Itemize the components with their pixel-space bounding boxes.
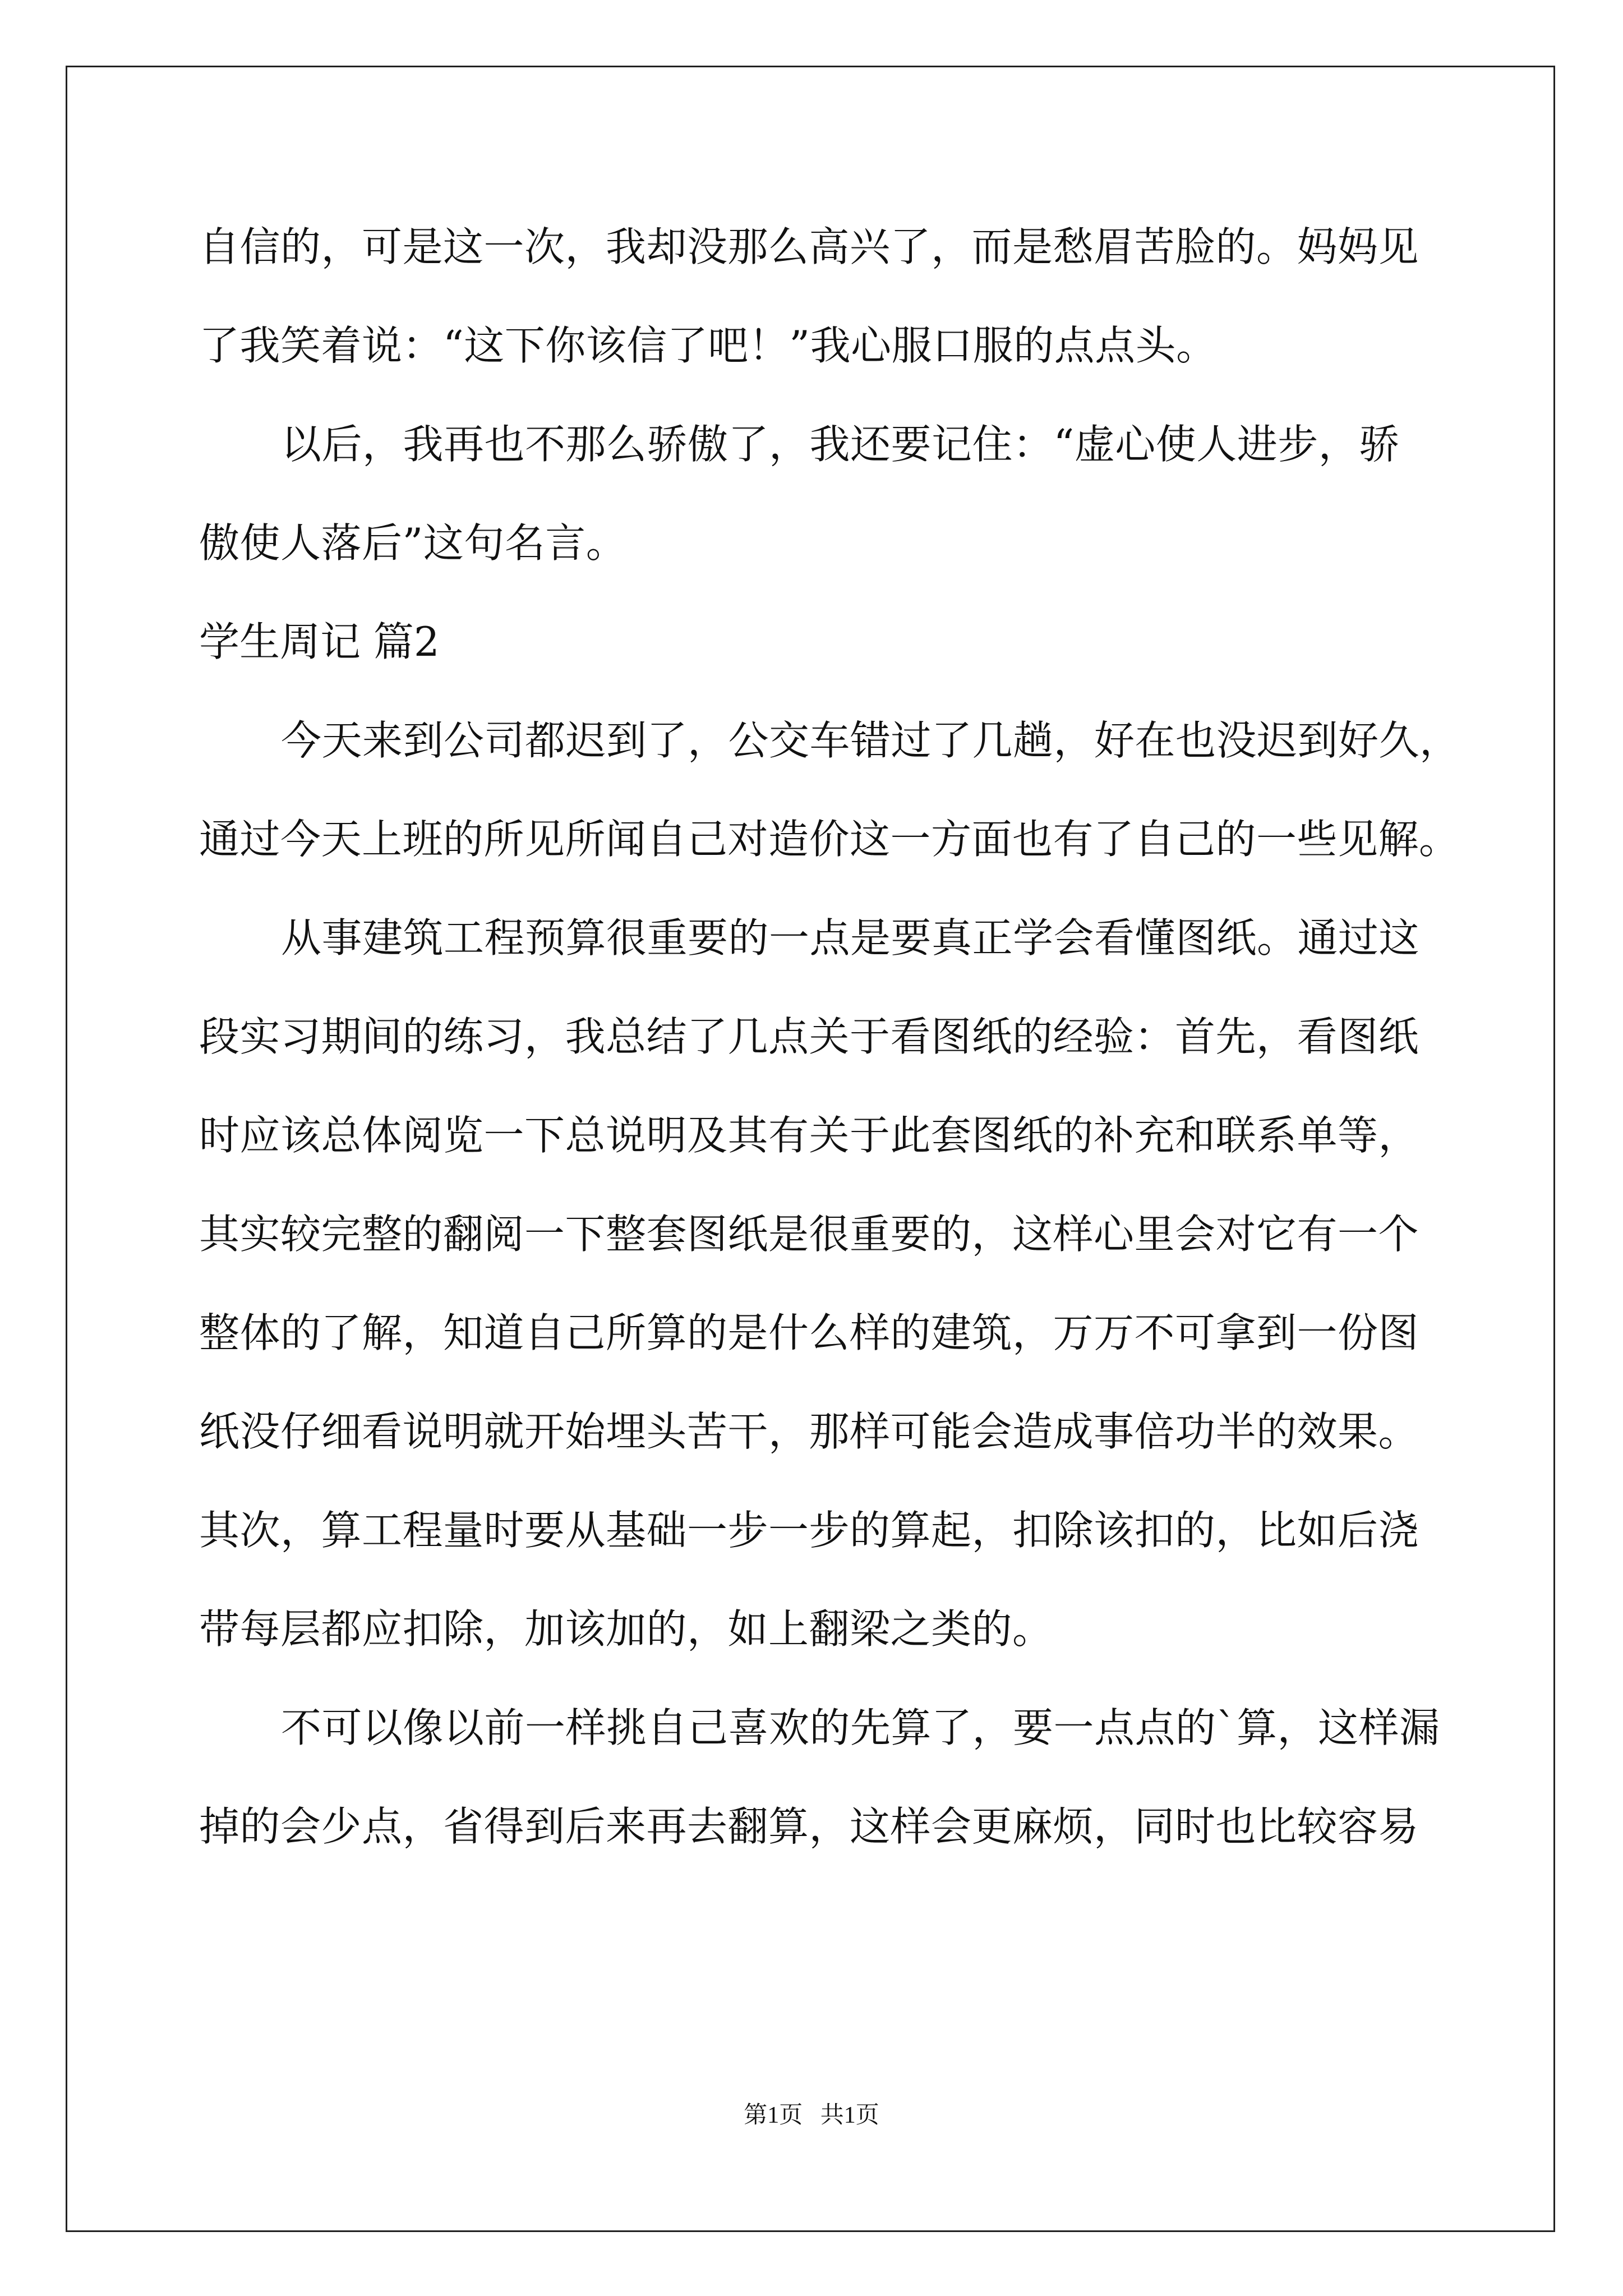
paragraph-line: 今天来到公司都迟到了，公交车错过了几趟，好在也没迟到好久， xyxy=(281,717,1460,764)
page-number-footer: 第1页 共1页 xyxy=(744,2102,879,2128)
paragraph-line: 带每层都应扣除，加该加的，如上翻梁之类的。 xyxy=(199,1605,1053,1653)
paragraph-line: 自信的，可是这一次，我却没那么高兴了，而是愁眉苦脸的。妈妈见 xyxy=(199,223,1419,270)
paragraph-line: 傲使人落后”这句名言。 xyxy=(199,519,627,567)
paragraph-line: 其实较完整的翻阅一下整套图纸是很重要的，这样心里会对它有一个 xyxy=(199,1211,1419,1258)
paragraph-line: 从事建筑工程预算很重要的一点是要真正学会看懂图纸。通过这 xyxy=(281,914,1420,961)
paragraph-line: 时应该总体阅览一下总说明及其有关于此套图纸的补充和联系单等， xyxy=(199,1112,1419,1159)
paragraph-line: 纸没仔细看说明就开始埋头苦干，那样可能会造成事倍功半的效果。 xyxy=(199,1408,1419,1455)
document-body xyxy=(199,197,1460,1876)
paragraph-line: 不可以像以前一样挑自己喜欢的先算了，要一点点的`算，这样漏 xyxy=(281,1704,1440,1751)
paragraph-line: 以后，我再也不那么骄傲了，我还要记住：“虚心使人进步，骄 xyxy=(281,421,1400,468)
section-heading: 学生周记 篇2 xyxy=(199,618,440,665)
paragraph-line: 了我笑着说：“这下你该信了吧！”我心服口服的点点头。 xyxy=(199,322,1217,369)
paragraph-line: 通过今天上班的所见所闻自己对造价这一方面也有了自己的一些见解。 xyxy=(199,816,1460,863)
paragraph-line: 掉的会少点，省得到后来再去翻算，这样会更麻烦，同时也比较容易 xyxy=(199,1803,1419,1850)
paragraph-line: 其次，算工程量时要从基础一步一步的算起，扣除该扣的，比如后浇 xyxy=(199,1507,1419,1554)
paragraph-line: 段实习期间的练习，我总结了几点关于看图纸的经验：首先，看图纸 xyxy=(199,1013,1419,1060)
paragraph-line: 整体的了解，知道自己所算的是什么样的建筑，万万不可拿到一份图 xyxy=(199,1309,1419,1356)
